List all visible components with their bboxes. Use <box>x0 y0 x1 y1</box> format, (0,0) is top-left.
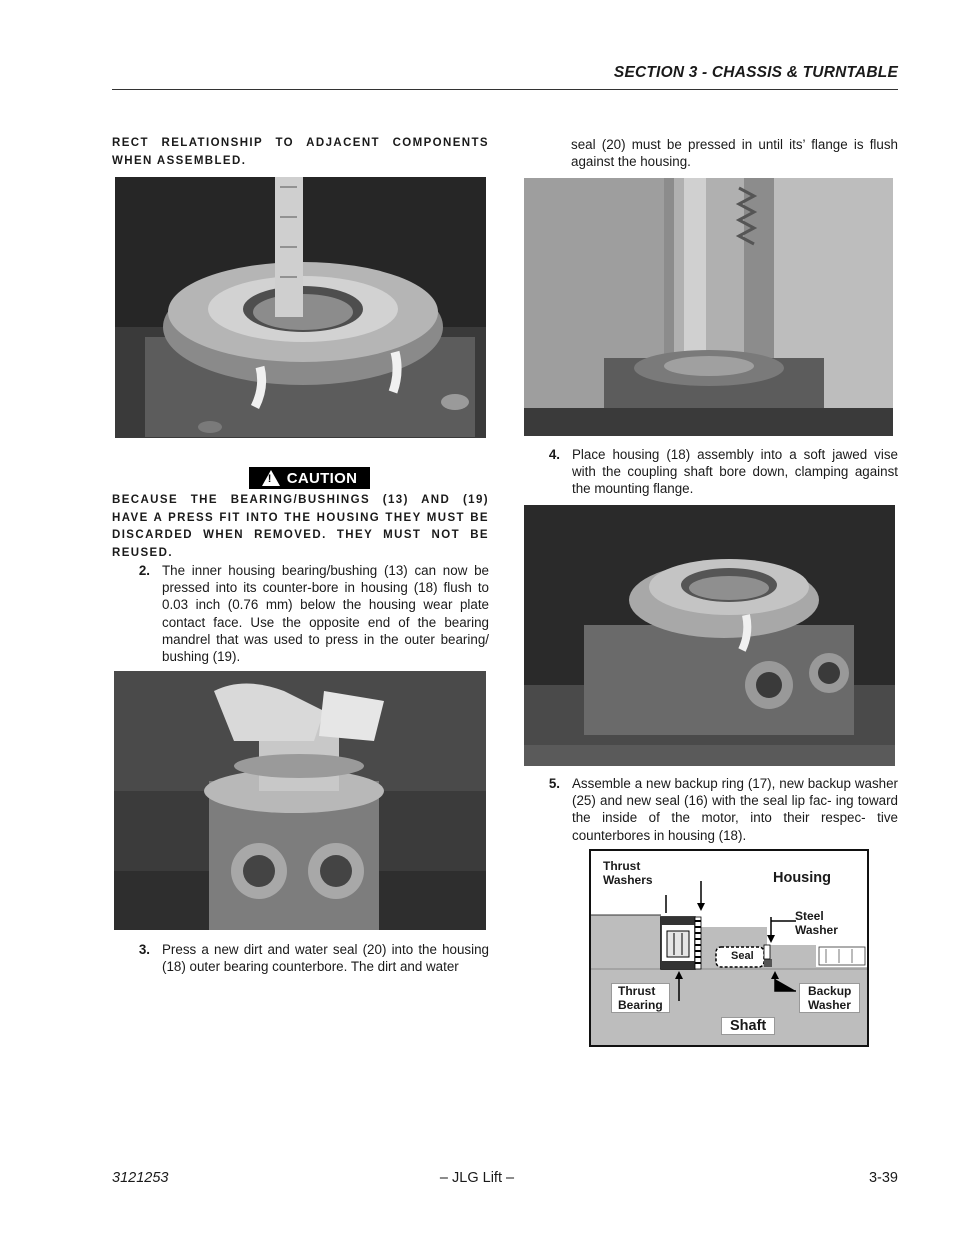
header-divider <box>112 89 898 90</box>
step-4 <box>522 446 898 498</box>
label-steel-washer: Steel Washer <box>795 909 838 937</box>
caution-text: BECAUSE THE BEARING/BUSHINGS (13) AND (19) HAVE A PRESS FIT INTO THE HOUSING THEY MUST BE DISCARDED WHEN REMOVED. THEY MUST NOT BE REUSED. <box>112 494 489 559</box>
photo-pressing-bearing <box>114 671 486 930</box>
step-4-number: 4. <box>548 447 560 462</box>
label-thrust-washers: Thrust Washers <box>603 859 653 887</box>
photo-housing-ruler <box>115 177 486 438</box>
label-thrust-bearing: Thrust Bearing <box>611 983 670 1013</box>
caution-banner <box>249 467 370 489</box>
step-2-number: 2. <box>138 563 150 578</box>
step-5-number: 5. <box>548 776 560 791</box>
step-2-text: The inner housing bearing/bushing (13) can now be pressed into its counter-bore in housing (18) flush to 0.03 inch (0.76 mm) below the housing wear plate contact face. Use the opposite end of the bearing mandrel that was used to press in the outer bearing/ bushing (19). <box>162 563 489 665</box>
step-4-text: Place housing (18) assembly into a soft jawed vise with the coupling shaft bore down, clamping against the mounting flange. <box>572 447 898 497</box>
label-shaft: Shaft <box>721 1017 775 1035</box>
step-3 <box>112 941 489 975</box>
continuation-text-left: RECT RELATIONSHIP TO ADJACENT COMPONENTS WHEN ASSEMBLED. <box>112 137 489 167</box>
caution-label: CAUTION <box>286 469 358 487</box>
photo-housing-vise <box>524 505 895 766</box>
footer-doc-number: 3121253 <box>112 1170 169 1186</box>
section-title: SECTION 3 - CHASSIS & TURNTABLE <box>613 64 898 81</box>
photo-press-shaft <box>524 178 893 436</box>
label-backup-washer: Backup Washer <box>799 983 860 1013</box>
footer-center: – JLG Lift – <box>439 1170 515 1186</box>
step-3-number: 3. <box>138 942 150 957</box>
footer-page-number: 3-39 <box>868 1170 898 1186</box>
label-housing: Housing <box>773 870 831 886</box>
label-seal: Seal <box>731 950 754 962</box>
step-3-text: Press a new dirt and water seal (20) into the housing (18) outer bearing counterbore. The dirt and water <box>162 942 489 975</box>
step-2 <box>112 562 489 665</box>
step-5 <box>522 775 898 844</box>
continuation-text-right: seal (20) must be pressed in until its’ flange is flush against the housing. <box>571 137 898 170</box>
step-5-text: Assemble a new backup ring (17), new backup washer (25) and new seal (16) with the seal lip fac- ing toward the inside of the motor, into their respec- tive counterbores in housing (18). <box>572 776 898 843</box>
warning-triangle-icon: ! <box>262 470 280 486</box>
seal-assembly-diagram <box>589 849 869 1047</box>
